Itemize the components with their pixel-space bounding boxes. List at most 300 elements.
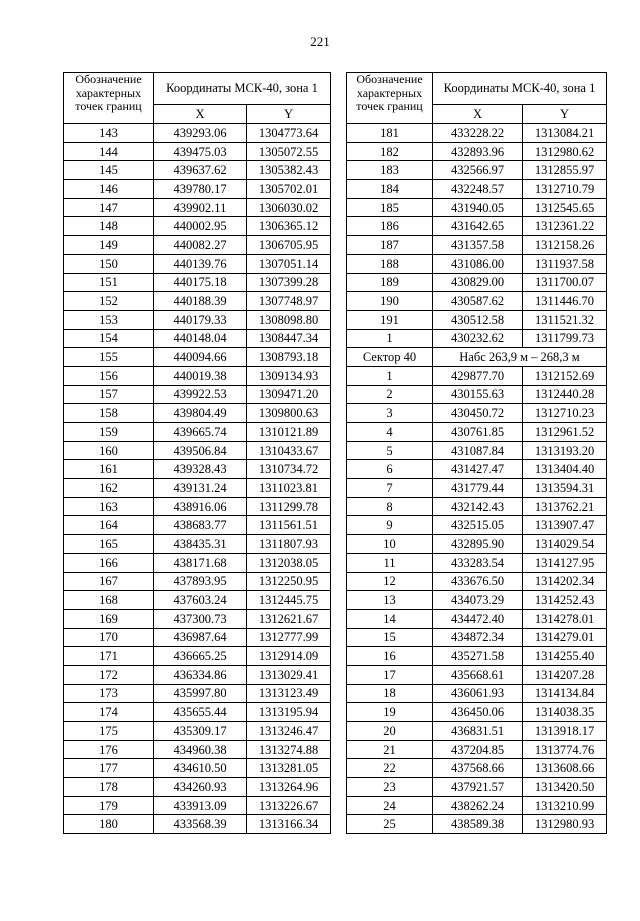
table-row: [347, 292, 607, 311]
coord-y: 1304773.64: [247, 124, 331, 143]
coord-x: 439804.49: [154, 404, 247, 423]
coord-y: 1312710.23: [523, 404, 607, 423]
table-row: [64, 292, 331, 311]
point-number: 174: [64, 703, 154, 722]
table-row: [347, 684, 607, 703]
coord-y: 1312440.28: [523, 385, 607, 404]
table-row: [64, 684, 331, 703]
table-body-right-a: [347, 124, 607, 348]
coord-x: 440019.38: [154, 366, 247, 385]
coord-y: 1311799.73: [523, 329, 607, 348]
coord-y: 1314279.01: [523, 628, 607, 647]
coord-y: 1313608.66: [523, 759, 607, 778]
point-number: 188: [347, 254, 433, 273]
coord-y: 1313193.20: [523, 441, 607, 460]
coord-x: 435997.80: [154, 684, 247, 703]
point-number: 149: [64, 236, 154, 255]
coord-x: 437921.57: [433, 778, 523, 797]
point-number: 185: [347, 198, 433, 217]
point-number: 181: [347, 124, 433, 143]
coord-x: 439902.11: [154, 198, 247, 217]
coord-x: 430587.62: [433, 292, 523, 311]
coord-y: 1309800.63: [247, 404, 331, 423]
coord-x: 439131.24: [154, 479, 247, 498]
point-number: 3: [347, 404, 433, 423]
coord-x: 431086.00: [433, 254, 523, 273]
coord-x: 435271.58: [433, 647, 523, 666]
coord-x: 438589.38: [433, 815, 523, 834]
point-number: 10: [347, 535, 433, 554]
coord-y: 1311446.70: [523, 292, 607, 311]
point-number: 164: [64, 516, 154, 535]
coord-y: 1312777.99: [247, 628, 331, 647]
table-row: [347, 254, 607, 273]
coord-x: 433568.39: [154, 815, 247, 834]
coord-y: 1313918.17: [523, 722, 607, 741]
coord-x: 440094.66: [154, 348, 247, 367]
coord-y: 1307051.14: [247, 254, 331, 273]
coord-y: 1312545.65: [523, 198, 607, 217]
table-body-right-b: [347, 366, 607, 833]
table-row: [347, 553, 607, 572]
coord-y: 1313274.88: [247, 740, 331, 759]
coord-x: 431427.47: [433, 460, 523, 479]
coord-x: 430155.63: [433, 385, 523, 404]
coord-x: 431087.84: [433, 441, 523, 460]
coord-x: 436450.06: [433, 703, 523, 722]
table-row: [347, 647, 607, 666]
point-number: 154: [64, 329, 154, 348]
point-number: 15: [347, 628, 433, 647]
coord-y: 1312980.62: [523, 142, 607, 161]
coord-x: 431779.44: [433, 479, 523, 498]
table-row: [347, 665, 607, 684]
table-row: [64, 460, 331, 479]
coord-x: 438262.24: [433, 796, 523, 815]
table-row: [64, 722, 331, 741]
coord-y: 1310734.72: [247, 460, 331, 479]
coord-y: 1313594.31: [523, 479, 607, 498]
table-row: [64, 236, 331, 255]
point-number: 19: [347, 703, 433, 722]
coord-y: 1305072.55: [247, 142, 331, 161]
coord-x: 436061.93: [433, 684, 523, 703]
table-row: [64, 516, 331, 535]
point-number: 156: [64, 366, 154, 385]
table-row: [347, 609, 607, 628]
header-designation: Обозначение характерных точек границ: [64, 73, 154, 124]
coord-y: 1314127.95: [523, 553, 607, 572]
point-number: 169: [64, 609, 154, 628]
point-number: 180: [64, 815, 154, 834]
point-number: 146: [64, 180, 154, 199]
coord-x: 433913.09: [154, 796, 247, 815]
point-number: 153: [64, 310, 154, 329]
point-number: 166: [64, 553, 154, 572]
coord-x: 430450.72: [433, 404, 523, 423]
coord-y: 1305702.01: [247, 180, 331, 199]
coord-y: 1309471.20: [247, 385, 331, 404]
coord-y: 1311937.58: [523, 254, 607, 273]
coord-y: 1310121.89: [247, 423, 331, 442]
point-number: 190: [347, 292, 433, 311]
coord-y: 1312361.22: [523, 217, 607, 236]
table-row: [347, 366, 607, 385]
point-number: 183: [347, 161, 433, 180]
table-row: [347, 423, 607, 442]
table-row: [347, 198, 607, 217]
coord-y: 1312038.05: [247, 553, 331, 572]
header-coords-title: Координаты МСК-40, зона 1: [154, 73, 331, 105]
coord-y: 1313195.94: [247, 703, 331, 722]
point-number: 25: [347, 815, 433, 834]
point-number: 179: [64, 796, 154, 815]
coord-y: 1312961.52: [523, 423, 607, 442]
sector-row: [347, 348, 607, 367]
table-row: [347, 535, 607, 554]
table-row: [64, 348, 331, 367]
coord-x: 430232.62: [433, 329, 523, 348]
coord-x: 434872.34: [433, 628, 523, 647]
coord-x: 435309.17: [154, 722, 247, 741]
coord-x: 434472.40: [433, 609, 523, 628]
coord-x: 437603.24: [154, 591, 247, 610]
table-row: [347, 740, 607, 759]
point-number: 22: [347, 759, 433, 778]
point-number: 150: [64, 254, 154, 273]
coord-y: 1313281.05: [247, 759, 331, 778]
coord-x: 439293.06: [154, 124, 247, 143]
point-number: 155: [64, 348, 154, 367]
coord-x: 432248.57: [433, 180, 523, 199]
table-row: [64, 497, 331, 516]
coord-y: 1312621.67: [247, 609, 331, 628]
table-row: [347, 310, 607, 329]
point-number: 176: [64, 740, 154, 759]
coord-y: 1313123.49: [247, 684, 331, 703]
coord-y: 1313420.50: [523, 778, 607, 797]
coord-x: 438916.06: [154, 497, 247, 516]
coordinates-table-left: [63, 72, 331, 834]
table-row: [347, 460, 607, 479]
table-row: [64, 142, 331, 161]
point-number: 157: [64, 385, 154, 404]
coord-x: 437568.66: [433, 759, 523, 778]
table-row: [64, 385, 331, 404]
coord-x: 436831.51: [433, 722, 523, 741]
coord-x: 430761.85: [433, 423, 523, 442]
coord-x: 434960.38: [154, 740, 247, 759]
coord-y: 1308793.18: [247, 348, 331, 367]
sector-label: Сектор 40: [347, 348, 433, 367]
table-row: [64, 479, 331, 498]
point-number: 4: [347, 423, 433, 442]
sector-section: [347, 348, 607, 367]
table-row: [64, 161, 331, 180]
coord-x: 430829.00: [433, 273, 523, 292]
sector-height-range: Набс 263,9 м – 268,3 м: [433, 348, 607, 367]
point-number: 170: [64, 628, 154, 647]
point-number: 9: [347, 516, 433, 535]
point-number: 162: [64, 479, 154, 498]
coord-x: 431642.65: [433, 217, 523, 236]
table-row: [347, 815, 607, 834]
coord-x: 437300.73: [154, 609, 247, 628]
coord-x: 439328.43: [154, 460, 247, 479]
coord-y: 1314207.28: [523, 665, 607, 684]
point-number: 12: [347, 572, 433, 591]
point-number: 186: [347, 217, 433, 236]
point-number: 189: [347, 273, 433, 292]
point-number: 11: [347, 553, 433, 572]
coord-y: 1307748.97: [247, 292, 331, 311]
table-row: [347, 273, 607, 292]
point-number: 163: [64, 497, 154, 516]
point-number: 7: [347, 479, 433, 498]
table-row: [64, 759, 331, 778]
coord-x: 432566.97: [433, 161, 523, 180]
point-number: 171: [64, 647, 154, 666]
table-row: [347, 329, 607, 348]
coord-y: 1314134.84: [523, 684, 607, 703]
coord-y: 1312158.26: [523, 236, 607, 255]
header-coords-title: Координаты МСК-40, зона 1: [433, 73, 607, 105]
coord-x: 436665.25: [154, 647, 247, 666]
point-number: 151: [64, 273, 154, 292]
table-row: [64, 404, 331, 423]
point-number: 13: [347, 591, 433, 610]
coord-y: 1309134.93: [247, 366, 331, 385]
table-row: [64, 778, 331, 797]
coord-y: 1308098.80: [247, 310, 331, 329]
coord-x: 434610.50: [154, 759, 247, 778]
header-y: Y: [247, 105, 331, 124]
table-row: [347, 759, 607, 778]
coordinates-table-right: [346, 72, 607, 834]
point-number: 178: [64, 778, 154, 797]
point-number: 165: [64, 535, 154, 554]
table-row: [64, 815, 331, 834]
coord-y: 1310433.67: [247, 441, 331, 460]
point-number: 184: [347, 180, 433, 199]
table-row: [347, 180, 607, 199]
table-row: [64, 124, 331, 143]
point-number: 161: [64, 460, 154, 479]
table-row: [64, 366, 331, 385]
point-number: 182: [347, 142, 433, 161]
coord-y: 1305382.43: [247, 161, 331, 180]
coord-y: 1311299.78: [247, 497, 331, 516]
coord-x: 440002.95: [154, 217, 247, 236]
point-number: 1: [347, 329, 433, 348]
header-x: X: [154, 105, 247, 124]
coord-x: 429877.70: [433, 366, 523, 385]
point-number: 173: [64, 684, 154, 703]
coord-x: 436334.86: [154, 665, 247, 684]
coord-y: 1313029.41: [247, 665, 331, 684]
coord-y: 1314038.35: [523, 703, 607, 722]
point-number: 143: [64, 124, 154, 143]
coord-y: 1312914.09: [247, 647, 331, 666]
point-number: 144: [64, 142, 154, 161]
coord-x: 439780.17: [154, 180, 247, 199]
table-row: [64, 647, 331, 666]
table-row: [64, 609, 331, 628]
point-number: 8: [347, 497, 433, 516]
table-row: [64, 273, 331, 292]
point-number: 167: [64, 572, 154, 591]
coord-y: 1314202.34: [523, 572, 607, 591]
coord-y: 1313762.21: [523, 497, 607, 516]
table-row: [347, 161, 607, 180]
table-row: [347, 516, 607, 535]
point-number: 145: [64, 161, 154, 180]
table-body-left: [64, 124, 331, 834]
coord-x: 431357.58: [433, 236, 523, 255]
table-row: [64, 535, 331, 554]
table-row: [347, 722, 607, 741]
point-number: 17: [347, 665, 433, 684]
table-row: [64, 553, 331, 572]
coord-x: 432895.90: [433, 535, 523, 554]
coord-y: 1313907.47: [523, 516, 607, 535]
table-row: [347, 404, 607, 423]
coord-x: 440179.33: [154, 310, 247, 329]
coord-x: 435668.61: [433, 665, 523, 684]
coord-x: 439506.84: [154, 441, 247, 460]
table-row: [64, 310, 331, 329]
coord-y: 1308447.34: [247, 329, 331, 348]
table-row: [347, 796, 607, 815]
coord-x: 440148.04: [154, 329, 247, 348]
coord-y: 1313166.34: [247, 815, 331, 834]
point-number: 160: [64, 441, 154, 460]
table-row: [64, 572, 331, 591]
point-number: 187: [347, 236, 433, 255]
table-row: [64, 796, 331, 815]
table-row: [64, 665, 331, 684]
point-number: 159: [64, 423, 154, 442]
coord-y: 1313774.76: [523, 740, 607, 759]
coord-x: 433228.22: [433, 124, 523, 143]
coord-y: 1314252.43: [523, 591, 607, 610]
table-row: [347, 124, 607, 143]
point-number: 20: [347, 722, 433, 741]
table-row: [64, 198, 331, 217]
coord-y: 1313246.47: [247, 722, 331, 741]
table-row: [347, 497, 607, 516]
coord-y: 1313226.67: [247, 796, 331, 815]
point-number: 175: [64, 722, 154, 741]
point-number: 24: [347, 796, 433, 815]
coord-y: 1311561.51: [247, 516, 331, 535]
coord-x: 438171.68: [154, 553, 247, 572]
coord-x: 433676.50: [433, 572, 523, 591]
table-row: [347, 591, 607, 610]
coord-x: 431940.05: [433, 198, 523, 217]
table-row: [347, 628, 607, 647]
point-number: 148: [64, 217, 154, 236]
coord-y: 1312250.95: [247, 572, 331, 591]
header-y: Y: [523, 105, 607, 124]
coord-x: 440188.39: [154, 292, 247, 311]
point-number: 2: [347, 385, 433, 404]
coord-x: 430512.58: [433, 310, 523, 329]
point-number: 168: [64, 591, 154, 610]
coord-y: 1313210.99: [523, 796, 607, 815]
coord-y: 1312152.69: [523, 366, 607, 385]
point-number: 16: [347, 647, 433, 666]
point-number: 18: [347, 684, 433, 703]
header-x: X: [433, 105, 523, 124]
point-number: 177: [64, 759, 154, 778]
point-number: 5: [347, 441, 433, 460]
coord-x: 432515.05: [433, 516, 523, 535]
coord-y: 1307399.28: [247, 273, 331, 292]
point-number: 191: [347, 310, 433, 329]
table-row: [64, 740, 331, 759]
coord-y: 1312855.97: [523, 161, 607, 180]
coord-x: 438683.77: [154, 516, 247, 535]
coord-x: 440139.76: [154, 254, 247, 273]
table-row: [64, 441, 331, 460]
table-row: [64, 329, 331, 348]
table-row: [64, 423, 331, 442]
table-row: [64, 180, 331, 199]
coord-x: 439637.62: [154, 161, 247, 180]
coord-y: 1306705.95: [247, 236, 331, 255]
coord-x: 434260.93: [154, 778, 247, 797]
coord-x: 439475.03: [154, 142, 247, 161]
coord-y: 1311023.81: [247, 479, 331, 498]
table-row: [347, 236, 607, 255]
page-number: 221: [310, 34, 330, 49]
coord-y: 1311700.07: [523, 273, 607, 292]
coord-x: 435655.44: [154, 703, 247, 722]
coord-y: 1311521.32: [523, 310, 607, 329]
coord-x: 433283.54: [433, 553, 523, 572]
point-number: 172: [64, 665, 154, 684]
point-number: 6: [347, 460, 433, 479]
table-row: [347, 703, 607, 722]
coord-y: 1311807.93: [247, 535, 331, 554]
coord-x: 434073.29: [433, 591, 523, 610]
coord-x: 436987.64: [154, 628, 247, 647]
coord-x: 439665.74: [154, 423, 247, 442]
coord-y: 1312445.75: [247, 591, 331, 610]
table-row: [347, 479, 607, 498]
coord-x: 437893.95: [154, 572, 247, 591]
coord-y: 1306030.02: [247, 198, 331, 217]
point-number: 152: [64, 292, 154, 311]
coord-x: 438435.31: [154, 535, 247, 554]
coord-y: 1313084.21: [523, 124, 607, 143]
coord-x: 437204.85: [433, 740, 523, 759]
coord-y: 1313404.40: [523, 460, 607, 479]
table-row: [347, 385, 607, 404]
coord-y: 1313264.96: [247, 778, 331, 797]
point-number: 14: [347, 609, 433, 628]
coord-y: 1312710.79: [523, 180, 607, 199]
point-number: 147: [64, 198, 154, 217]
point-number: 158: [64, 404, 154, 423]
coord-y: 1314029.54: [523, 535, 607, 554]
point-number: 21: [347, 740, 433, 759]
table-row: [347, 217, 607, 236]
coord-x: 439922.53: [154, 385, 247, 404]
coord-y: 1306365.12: [247, 217, 331, 236]
table-row: [64, 591, 331, 610]
